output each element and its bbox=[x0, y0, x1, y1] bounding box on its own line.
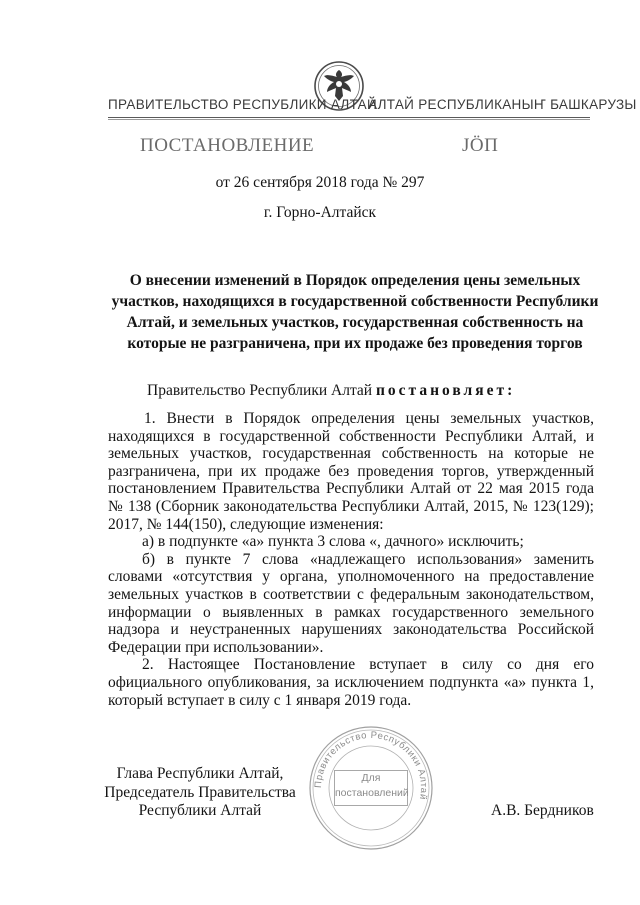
position-line: Председатель Правительства bbox=[104, 783, 296, 801]
title-line: О внесении изменений в Порядок определения цены земельных bbox=[129, 272, 581, 289]
decree-date-number: от 26 сентября 2018 года № 297 bbox=[215, 174, 425, 191]
header-government-name-ru: ПРАВИТЕЛЬСТВО РЕСПУБЛИКИ АЛТАЙ bbox=[108, 97, 377, 112]
doc-type-ru: ПОСТАНОВЛЕНИЕ bbox=[140, 135, 315, 156]
header-government-name-alt: АЛТАЙ РЕСПУБЛИКАНЫҤ БАШКАРУЗЫ bbox=[368, 97, 637, 112]
paragraph-1a: а) в подпункте «а» пункта 3 слова «, дачного» исключить; bbox=[142, 533, 524, 551]
decree-word: постановляет: bbox=[375, 382, 516, 399]
title-line: которые не разграничена, при их продаже без проведения торгов bbox=[127, 335, 583, 352]
stamp-center-line: Для bbox=[361, 772, 381, 784]
stamp-center-line: постановлений bbox=[335, 787, 409, 799]
position-line: Глава Республики Алтай, bbox=[116, 765, 284, 782]
stamp-center bbox=[334, 770, 408, 806]
decree-title bbox=[110, 270, 600, 354]
position-line: Республики Алтай bbox=[138, 802, 262, 819]
stamp-ring-text: Правительство Республики Алтай bbox=[312, 729, 430, 801]
signatory-position bbox=[100, 765, 300, 821]
preamble-text: Правительство Республики Алтай bbox=[147, 382, 376, 399]
decree-city: г. Горно-Алтайск bbox=[263, 204, 377, 221]
header-divider-secondary bbox=[108, 119, 590, 120]
paragraph-1b: б) в пункте 7 слова «надлежащего использования» заменить словами «отсутствия у органа, уполномоченного на предоставление земельных участков в соответствии с федеральным законодательством, информации о выявленных в рамках государственного земельного надзора и неустраненных нарушениях законодательства Российской Федерации при использовании». bbox=[108, 550, 594, 656]
signatory-name: А.В. Бердников bbox=[491, 802, 594, 819]
paragraph-1: 1. Внести в Порядок определения цены земельных участков, находящихся в государственной собственности Республики Алтай, и земельных участков, государственная собственность на которые не разграничена, при их продаже без проведения торгов, утвержденный постановлением Правительства Республики Алтай от 22 мая 2015 года № 138 (Сборник законодательства Республики Алтай, 2015, № 123(129); 2017, № 144(150), следующие изменения: bbox=[108, 410, 594, 533]
title-line: Алтай, и земельных участков, государственная собственность на bbox=[126, 314, 584, 331]
preamble bbox=[147, 382, 515, 400]
title-line: участков, находящихся в государственной собственности Республики bbox=[111, 293, 599, 310]
doc-type-alt: JӦП bbox=[462, 135, 499, 156]
header-divider bbox=[108, 117, 590, 118]
decree-body bbox=[108, 410, 594, 709]
paragraph-2: 2. Настоящее Постановление вступает в силу со дня его официального опубликования, за исключением подпункта «а» пункта 1, который вступает в силу с 1 января 2019 года. bbox=[108, 656, 594, 709]
